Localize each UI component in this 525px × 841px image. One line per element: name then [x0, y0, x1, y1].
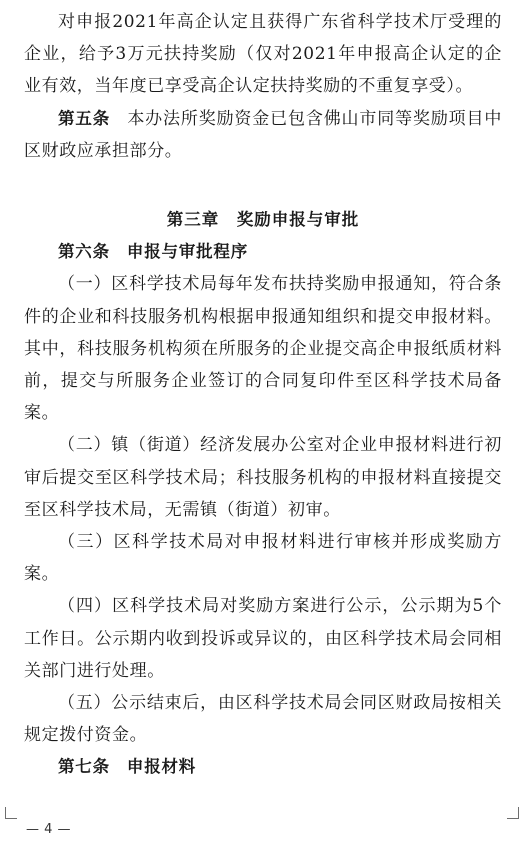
- article-7-heading: [24, 751, 502, 783]
- article-6-item-3: （三）区科学技术局对申报材料进行审核并形成奖励方案。: [24, 532, 502, 585]
- article-5-label: 第五条: [58, 108, 111, 128]
- article-6-item-4: （四）区科学技术局对奖励方案进行公示，公示期为5个工作日。公示期内收到投诉或异议的，由区科学技术局会同相关部门进行处理。: [24, 596, 502, 681]
- article-5-paragraph: [24, 103, 502, 167]
- article-6-label: 第六条: [58, 242, 110, 262]
- chapter-3-title: 第三章 奖励申报与审批: [166, 210, 360, 230]
- article-6-heading: [24, 236, 502, 268]
- article-7-label: 第七条: [58, 757, 110, 777]
- article-6-item-2: （二）镇（街道）经济发展办公室对企业申报材料进行初审后提交至区科学技术局；科技服务机构的申报材料直接提交至区科学技术局，无需镇（街道）初审。: [24, 435, 502, 520]
- article-6-item-5: （五）公示结束后，由区科学技术局会同区财政局按相关规定拨付资金。: [24, 693, 502, 746]
- page-corner-mark-left: [5, 807, 17, 819]
- article-6-item-1: （一）区科学技术局每年发布扶持奖励申报通知，符合条件的企业和科技服务机构根据申报通知组织和提交申报材料。其中，科技服务机构须在所服务的企业提交高企申报纸质材料前，提交与所服务企业签订的合同复印件至区科学技术局备案。: [24, 274, 502, 424]
- article-6-title: 申报与审批程序: [126, 242, 249, 262]
- document-body: [24, 6, 502, 784]
- paragraph-top: 对申报2021年高企认定且获得广东省科学技术厅受理的企业，给予3万元扶持奖励（仅对2021年申报高企认定的企业有效，当年度已享受高企认定扶持奖励的不重复享受）。: [24, 12, 502, 97]
- article-7-title: 申报材料: [126, 757, 197, 777]
- article-5-text: 本办法所奖励资金已包含佛山市同等奖励项目中区财政应承担部分。: [24, 108, 502, 161]
- page-corner-mark-right: [507, 807, 519, 819]
- page-number: — 4 —: [26, 822, 72, 837]
